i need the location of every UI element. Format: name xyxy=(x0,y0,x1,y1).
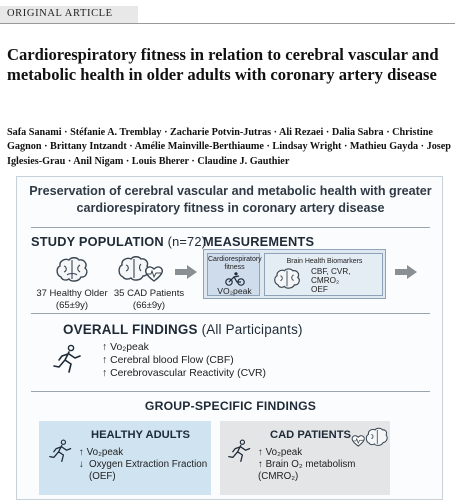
arrow-right-icon xyxy=(395,265,417,279)
overall-finding-vo2 xyxy=(102,342,149,355)
overall-item-2: Cerebral blood Flow (CBF) xyxy=(110,355,234,366)
cad-item-2: Brain O₂ metabolism (CMRO₂) xyxy=(258,459,356,482)
header-rule xyxy=(0,23,455,24)
biomarker-line3: OEF xyxy=(311,285,328,295)
heart-brain-icon xyxy=(118,255,166,285)
healthy-item-2-line2: (OEF) xyxy=(89,470,116,482)
crf-label-line1: Cardiorespiratory xyxy=(208,256,262,263)
heart-brain-icon xyxy=(348,427,386,449)
overall-item-3: Cerebrovascular Reactivity (CVR) xyxy=(110,368,266,379)
group2-label: 35 CAD Patients xyxy=(113,288,185,299)
group-findings-heading: GROUP-SPECIFIC FINDINGS xyxy=(144,399,317,413)
runner-icon xyxy=(53,345,83,373)
healthy-adults-panel xyxy=(39,421,211,495)
biomarker-card xyxy=(264,253,383,296)
down-arrow-icon: ↓ xyxy=(79,459,84,470)
brain-icon xyxy=(55,257,89,283)
up-arrow-icon: ↑ xyxy=(102,342,108,353)
crf-label xyxy=(208,256,261,273)
abstract-title-line1: Preservation of cerebral vascular and metabolic health with greater xyxy=(29,184,432,198)
arrow-right-icon xyxy=(175,265,197,279)
author-list: Safa Sanami · Stéfanie A. Tremblay · Zacharie Potvin-Jutras · Ali Rezaei · Dalia Sabra · Christine Gagnon · Brittany Intzandt · Amélie Mainville-Berthiaume · Lindsay Wright · Mathieu Gayda · Josep Iglesies-Grau · Anil Nigam · Louis Bherer · Claudine J. Gauthier xyxy=(7,127,451,167)
cad-patients-heading: CAD PATIENTS xyxy=(270,429,352,441)
cad-patients-panel xyxy=(220,421,390,495)
overall-finding-cbf xyxy=(102,355,234,368)
up-arrow-icon: ↑ xyxy=(258,447,263,458)
study-population-heading xyxy=(31,234,206,249)
healthy-finding-oef xyxy=(79,459,207,482)
article-type-tag xyxy=(0,6,138,23)
up-arrow-icon: ↑ xyxy=(102,355,108,366)
crf-label-line2: fitness xyxy=(224,264,245,272)
healthy-item-1: Vo₂peak xyxy=(86,447,124,458)
overall-label: OVERALL FINDINGS xyxy=(63,322,198,337)
abstract-divider xyxy=(31,227,430,228)
overall-qualifier: (All Participants) xyxy=(201,322,303,337)
crf-metric: VO₂peak xyxy=(217,286,252,296)
abstract-title xyxy=(17,183,443,217)
crf-card xyxy=(207,253,260,296)
overall-findings-heading xyxy=(63,322,303,337)
overall-divider xyxy=(31,313,430,314)
biomarker-line1: CBF, CVR, xyxy=(311,267,351,276)
up-arrow-icon: ↑ xyxy=(79,447,84,458)
abstract-title-line2: cardiorespiratory fitness in coronary artery disease xyxy=(76,201,385,215)
overall-finding-cvr xyxy=(102,368,266,381)
healthy-adults-heading: HEALTHY ADULTS xyxy=(91,429,191,441)
up-arrow-icon: ↑ xyxy=(102,368,108,379)
biomarker-list xyxy=(311,267,381,295)
runner-icon xyxy=(228,439,252,463)
article-type-label: ORIGINAL ARTICLE xyxy=(7,8,113,19)
brain-icon xyxy=(273,268,301,290)
measurements-box xyxy=(203,249,386,299)
study-population-count: (n=72) xyxy=(167,234,207,249)
group-divider xyxy=(31,391,430,392)
cad-finding-cmro2 xyxy=(258,459,390,482)
biomarker-line2: CMRO₂ xyxy=(311,276,340,286)
group1-age: (65±9y) xyxy=(55,299,89,311)
healthy-item-2-line1: Oxygen Extraction Fraction xyxy=(89,459,208,470)
cad-patient-count xyxy=(103,288,195,311)
runner-icon xyxy=(49,439,73,463)
measurements-heading: MEASUREMENTS xyxy=(203,234,315,249)
study-population-label: STUDY POPULATION xyxy=(31,234,164,249)
overall-item-1: Vo₂peak xyxy=(110,342,149,353)
group1-label: 37 Healthy Older xyxy=(36,288,108,299)
biomarker-label: Brain Health Biomarkers xyxy=(286,258,363,265)
cad-finding-vo2 xyxy=(258,447,302,459)
graphical-abstract xyxy=(16,176,443,500)
cad-item-1: Vo₂peak xyxy=(265,447,303,458)
paper-title: Cardiorespiratory fitness in relation to cerebral vascular and metabolic health in older adults with coronary artery disease xyxy=(7,45,439,84)
cyclist-icon xyxy=(225,272,245,286)
healthy-finding-vo2 xyxy=(79,447,123,459)
up-arrow-icon: ↑ xyxy=(258,459,263,470)
group2-age: (66±9y) xyxy=(132,299,166,311)
